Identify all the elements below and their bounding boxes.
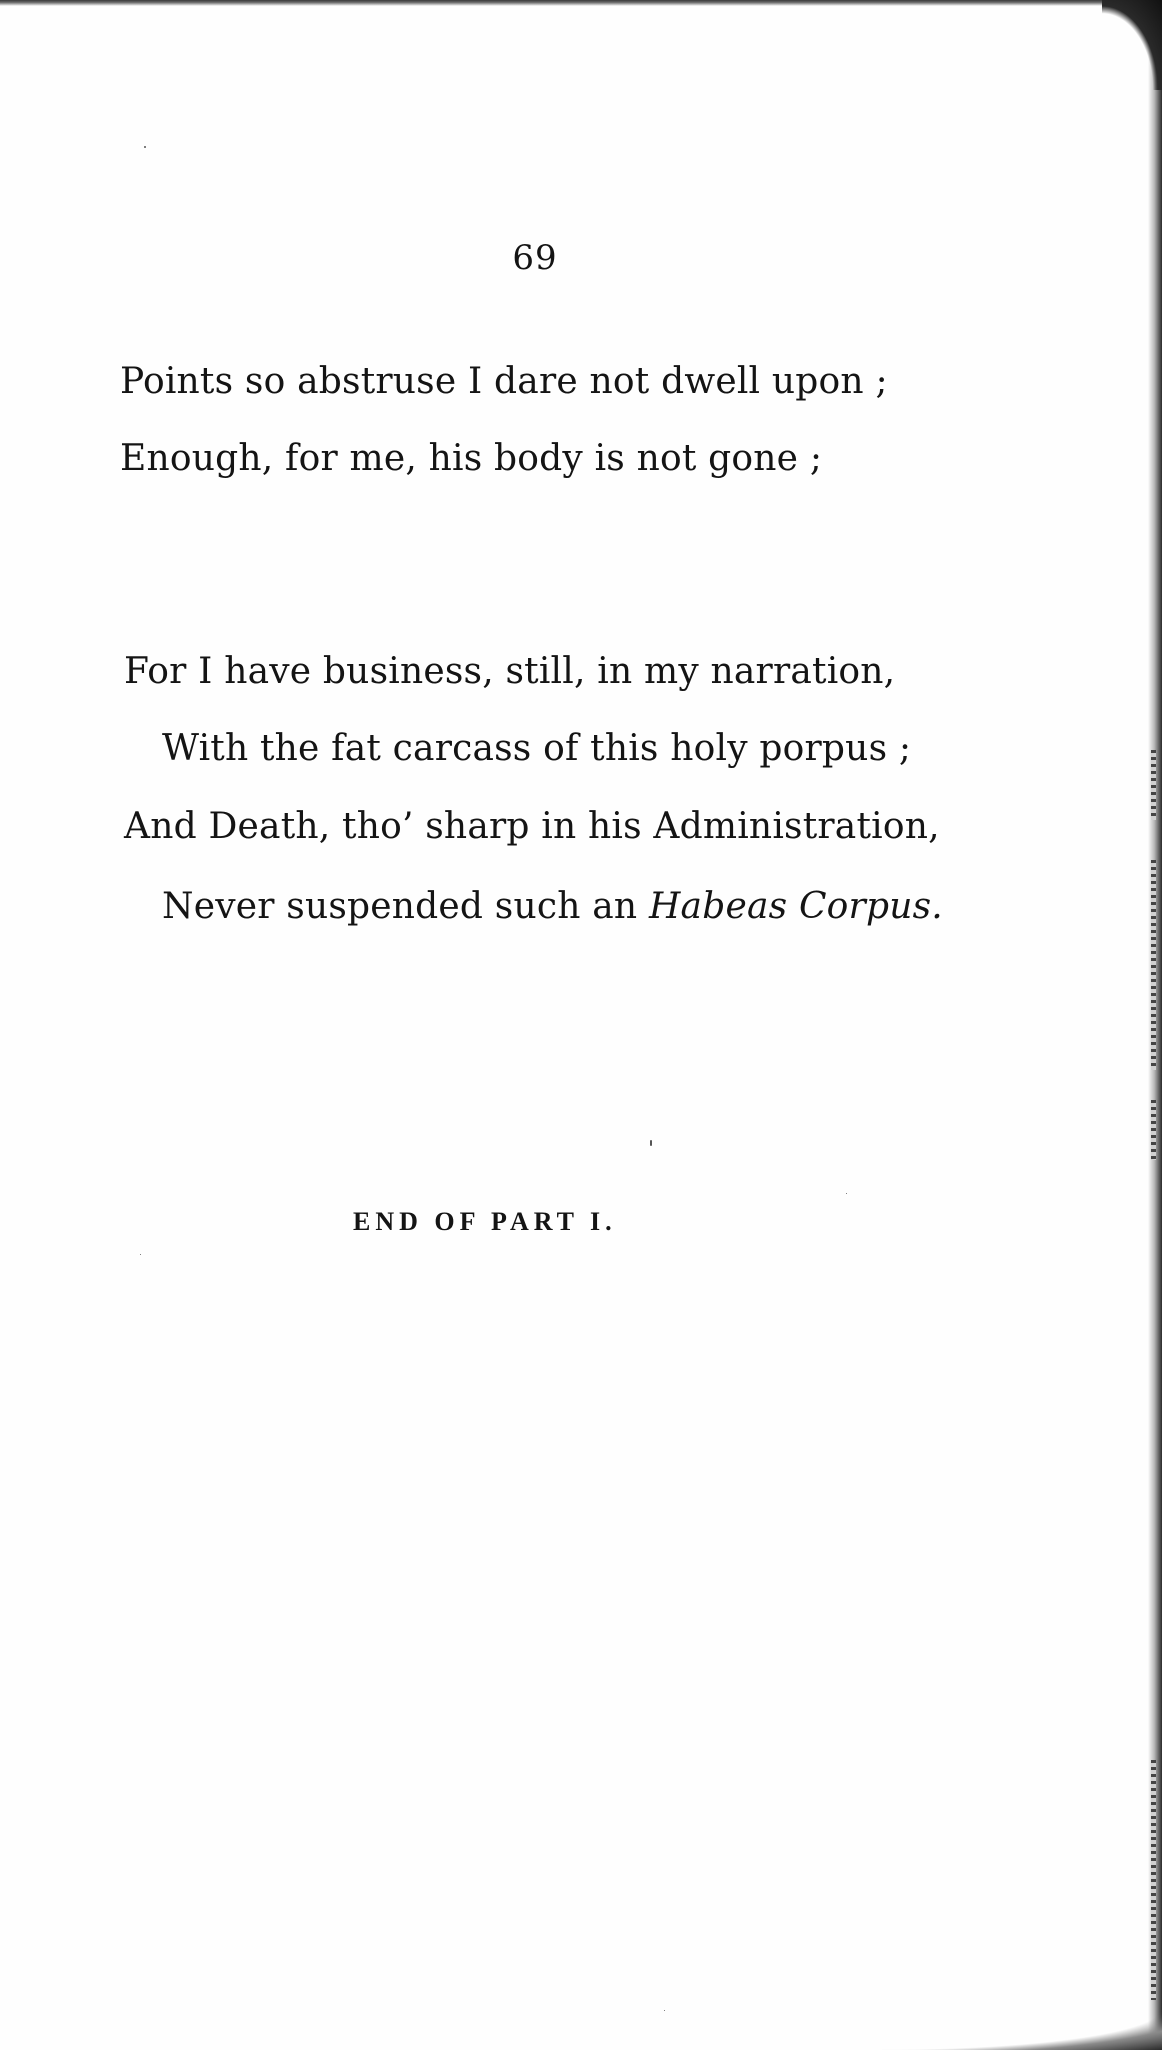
scan-speck: [664, 2010, 665, 2011]
scan-speck: [140, 1254, 141, 1255]
section-end-label: END OF PART I.: [353, 1207, 617, 1236]
scan-edge-ticks: [1151, 1100, 1156, 1160]
scan-edge-ticks: [1151, 750, 1156, 820]
scan-top-edge: [0, 0, 1162, 6]
page-number: 69: [512, 238, 558, 278]
verse-line-italic: Habeas Corpus.: [648, 886, 943, 927]
verse-line: Points so abstruse I dare not dwell upon ;: [120, 361, 888, 402]
scan-speck: [144, 146, 146, 148]
verse-line: And Death, tho’ sharp in his Administration,: [124, 806, 940, 847]
verse-line-plain: Never suspended such an: [162, 886, 649, 927]
scan-speck: [846, 1193, 847, 1194]
verse-line: For I have business, still, in my narration,: [124, 651, 896, 692]
scan-edge-ticks: [1151, 1760, 1156, 2000]
scan-speck: [650, 1140, 652, 1146]
verse-line: [162, 885, 943, 929]
verse-line: Enough, for me, his body is not gone ;: [120, 438, 823, 479]
scan-corner-curl: [1102, 0, 1162, 90]
scan-bottom-curl: [882, 2010, 1162, 2050]
scan-edge-ticks: [1151, 860, 1156, 1070]
verse-line: With the fat carcass of this holy porpus ;: [162, 728, 912, 769]
